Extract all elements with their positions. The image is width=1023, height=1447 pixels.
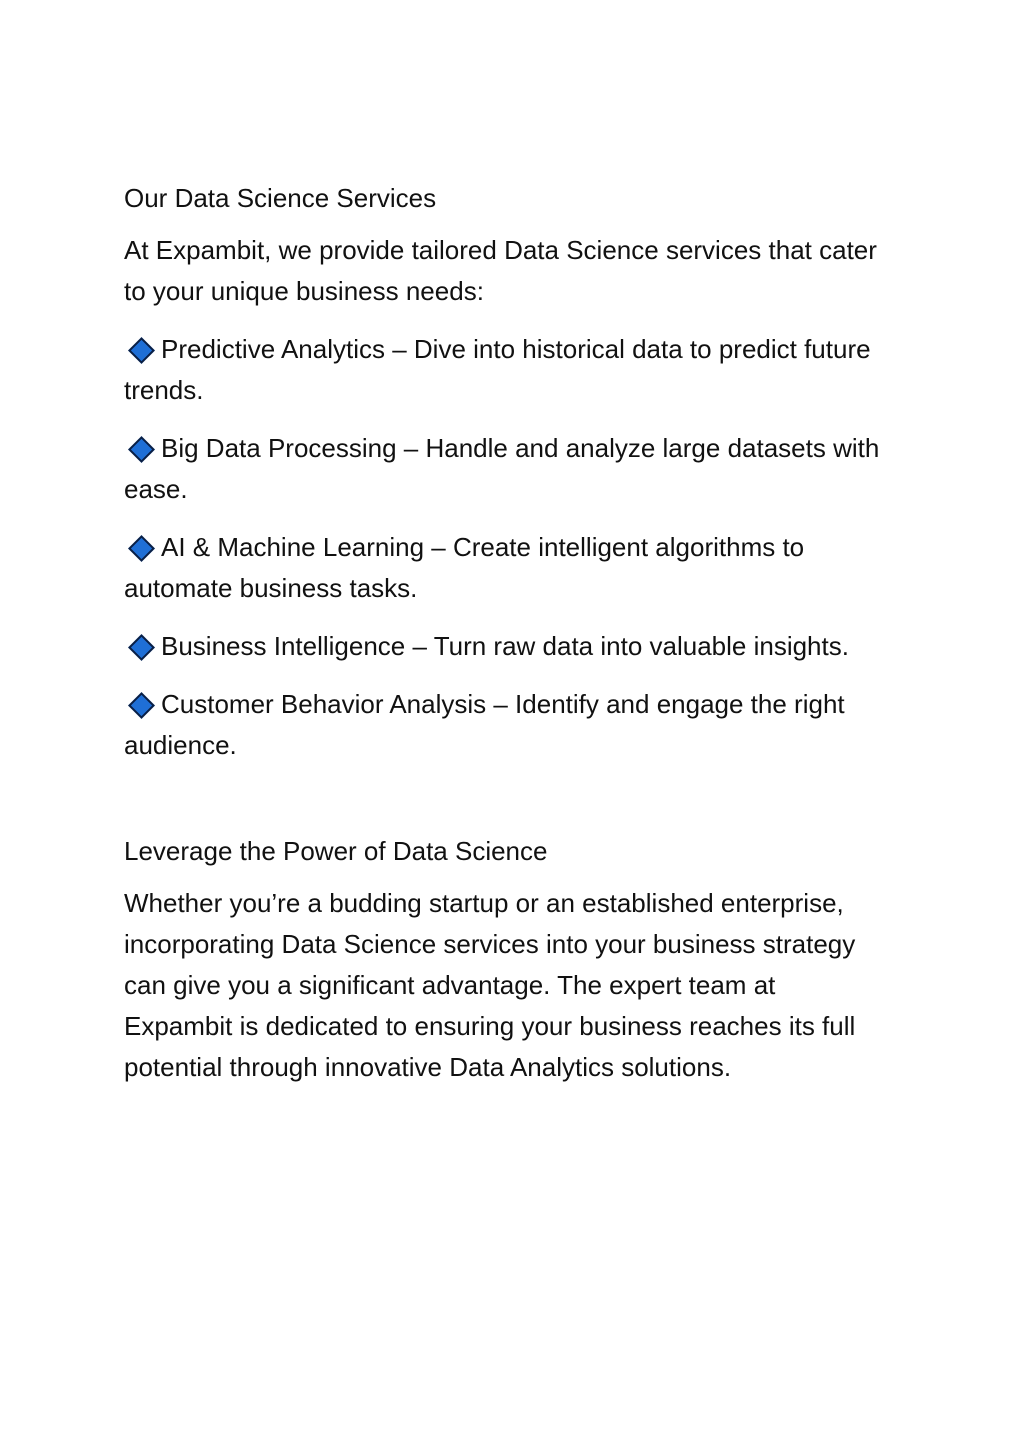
diamond-icon [128, 535, 155, 562]
list-item-text: Customer Behavior Analysis – Identify and engage the right audience. [124, 689, 845, 760]
list-item-text: Business Intelligence – Turn raw data into valuable insights. [161, 631, 849, 661]
list-item [124, 428, 884, 510]
diamond-icon [128, 436, 155, 463]
section-title-leverage: Leverage the Power of Data Science [124, 836, 548, 866]
list-item-text: AI & Machine Learning – Create intelligent algorithms to automate business tasks. [124, 532, 805, 603]
list-item [124, 527, 884, 609]
services-intro: At Expambit, we provide tailored Data Science services that cater to your unique business needs: [124, 235, 877, 306]
section-spacer [124, 783, 884, 833]
diamond-icon [128, 634, 155, 661]
list-item [124, 329, 884, 411]
document-page [124, 180, 884, 1105]
list-item [124, 626, 884, 667]
list-item-text: Predictive Analytics – Dive into historical data to predict future trends. [124, 334, 871, 405]
list-item [124, 684, 884, 766]
list-item-text: Big Data Processing – Handle and analyze large datasets with ease. [124, 433, 880, 504]
section-title-services: Our Data Science Services [124, 183, 437, 213]
diamond-icon [128, 337, 155, 364]
leverage-body: Whether you’re a budding startup or an established enterprise, incorporating Data Science services into your business strategy can give you a significant advantage. The expert team at Expambit is dedicated to ensuring your business reaches its full potential through innovative Data Analytics solutions. [124, 888, 856, 1082]
diamond-icon [128, 692, 155, 719]
